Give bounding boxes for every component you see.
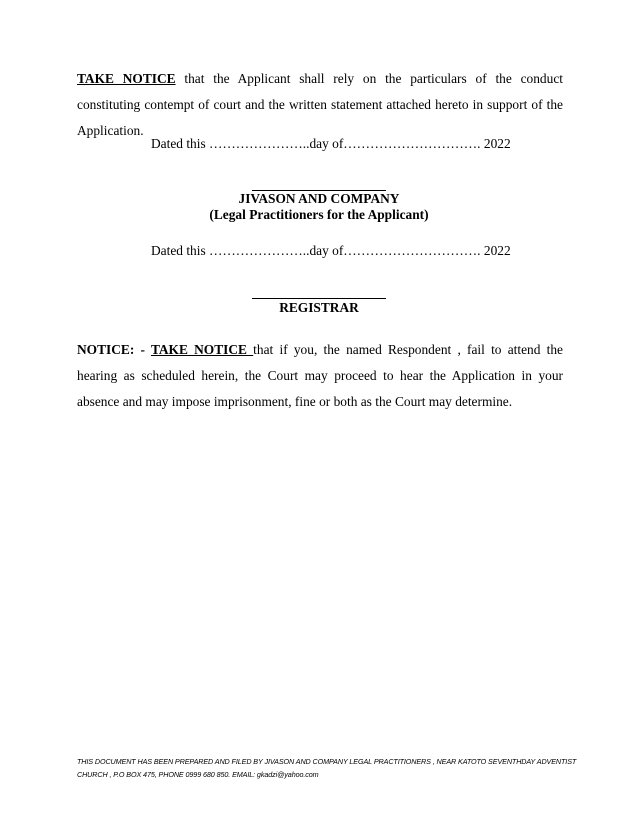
take-notice-text: that the Applicant shall rely on the particulars of the conduct constituting contempt of court and the written statement attached hereto in support of the Application. — [77, 71, 563, 138]
footer-line-1: THIS DOCUMENT HAS BEEN PREPARED AND FILED BY JIVASON AND COMPANY LEGAL PRACTITIONERS , NEAR KATOTO SEVENTHDAY ADVENTIST — [77, 757, 577, 766]
notice-paragraph — [77, 337, 563, 415]
take-notice-lead: TAKE NOTICE — [77, 71, 176, 86]
document-footer — [77, 755, 577, 781]
take-notice-paragraph — [77, 66, 563, 144]
firm-role: (Legal Practitioners for the Applicant) — [209, 207, 429, 222]
footer-line-2: CHURCH , P.O BOX 475, PHONE 0999 680 850. EMAIL: gkadzi@yahoo.com — [77, 770, 319, 779]
registrar-title: REGISTRAR — [279, 300, 359, 315]
registrar-signature-line — [252, 298, 386, 299]
dated-line-registrar: Dated this …………………..day of…………………………. 2022 — [151, 243, 511, 258]
notice-lead: TAKE NOTICE — [150, 342, 254, 357]
notice-prefix: NOTICE: - — [77, 342, 151, 357]
dated-line-applicant: Dated this …………………..day of…………………………. 2022 — [151, 136, 511, 151]
notice-text: that if you, the named Respondent , fail to attend the hearing as scheduled herein, the Court may proceed to hear the Application in your absence and may impose imprisonment, fine or both as the Court may determine. — [77, 342, 563, 409]
firm-name: JIVASON AND COMPANY — [238, 191, 400, 206]
